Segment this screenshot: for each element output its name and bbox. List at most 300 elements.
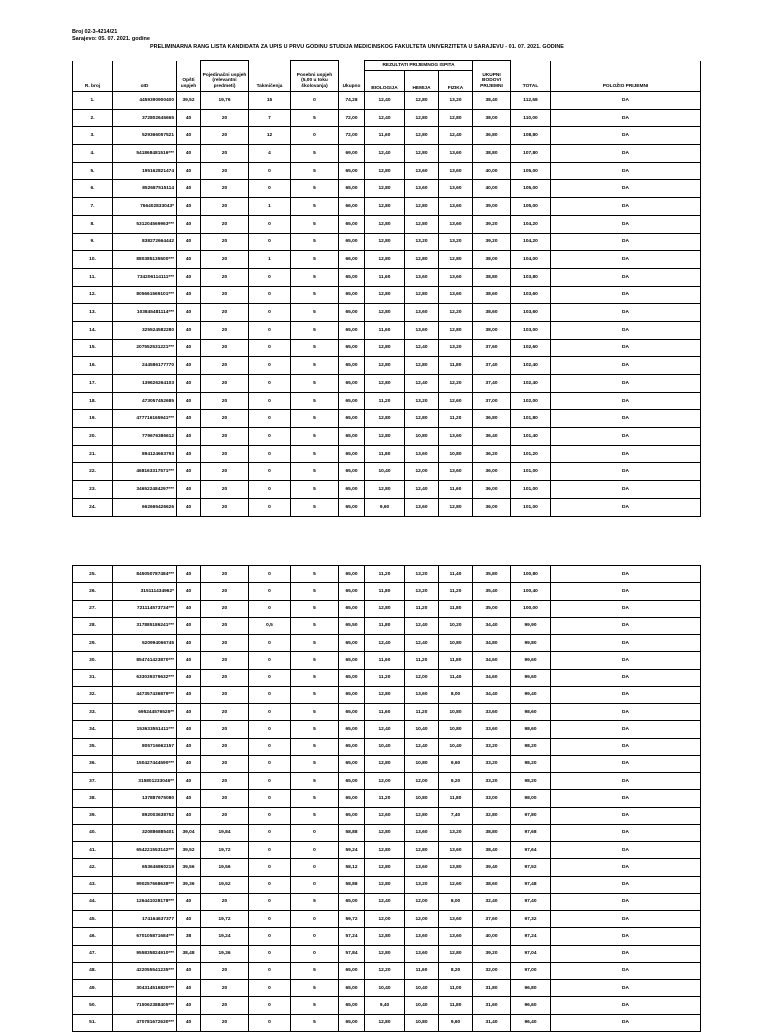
cell-biologija: 12,40 [365, 145, 405, 163]
cell-polozio: DA [551, 566, 701, 583]
cell-oid: 304314516820*** [113, 980, 177, 997]
cell-oid: 317885186241*** [113, 617, 177, 634]
cell-pojedinacni: 20 [201, 704, 249, 721]
cell-biologija: 12,80 [365, 481, 405, 499]
cell-total: 103,60 [511, 304, 551, 322]
cell-rbroj: 33. [73, 704, 113, 721]
cell-hemija: 13,60 [405, 445, 439, 463]
cell-oid: 990257668638*** [113, 876, 177, 893]
table-row [73, 339, 701, 357]
header-takmicenja: Takmičenja [249, 61, 291, 92]
cell-fizika: 13,60 [439, 842, 473, 859]
cell-posebni: 5 [291, 566, 339, 583]
cell-posebni: 5 [291, 755, 339, 772]
cell-hemija: 12,80 [405, 807, 439, 824]
cell-pojedinacni: 19,36 [201, 945, 249, 962]
cell-biologija: 12,20 [365, 962, 405, 979]
cell-pojedinacni: 20 [201, 162, 249, 180]
cell-hemija: 10,80 [405, 428, 439, 446]
cell-bodovi: 37,40 [473, 375, 511, 393]
cell-fizika: 13,20 [439, 339, 473, 357]
cell-opsti: 40 [177, 145, 201, 163]
cell-opsti: 40 [177, 566, 201, 583]
cell-bodovi: 35,00 [473, 600, 511, 617]
cell-oid: 422055541235*** [113, 962, 177, 979]
cell-pojedinacni: 20 [201, 339, 249, 357]
cell-posebni: 5 [291, 198, 339, 216]
cell-pojedinacni: 19,84 [201, 824, 249, 841]
cell-rbroj: 4. [73, 145, 113, 163]
cell-takmicenja: 0 [249, 600, 291, 617]
cell-biologija: 12,80 [365, 180, 405, 198]
cell-oid: 320886885401 [113, 824, 177, 841]
header-opsti-uspjeh: Opšti uspjeh [177, 61, 201, 92]
cell-bodovi: 36,80 [473, 410, 511, 428]
cell-pojedinacni: 20 [201, 357, 249, 375]
cell-hemija: 12,00 [405, 773, 439, 790]
cell-fizika: 13,60 [439, 215, 473, 233]
cell-biologija: 12,40 [365, 893, 405, 910]
cell-ukupno: 65,00 [339, 980, 365, 997]
cell-oid: 531204569963*** [113, 215, 177, 233]
table-row [73, 669, 701, 686]
cell-polozio: DA [551, 790, 701, 807]
cell-fizika: 13,20 [439, 233, 473, 251]
cell-biologija: 11,20 [365, 669, 405, 686]
cell-takmicenja: 0 [249, 286, 291, 304]
cell-fizika: 13,20 [439, 824, 473, 841]
cell-hemija: 10,80 [405, 1014, 439, 1031]
cell-total: 102,00 [511, 392, 551, 410]
cell-takmicenja: 7 [249, 109, 291, 127]
cell-bodovi: 33,00 [473, 790, 511, 807]
cell-opsti: 40 [177, 980, 201, 997]
cell-posebni: 5 [291, 652, 339, 669]
cell-pojedinacni: 20 [201, 251, 249, 269]
cell-fizika: 11,00 [439, 980, 473, 997]
cell-polozio: DA [551, 704, 701, 721]
table-row [73, 109, 701, 127]
cell-biologija: 12,80 [365, 428, 405, 446]
cell-hemija: 13,60 [405, 321, 439, 339]
cell-bodovi: 38,60 [473, 876, 511, 893]
table-row [73, 962, 701, 979]
cell-ukupno: 65,00 [339, 428, 365, 446]
cell-total: 101,40 [511, 428, 551, 446]
cell-hemija: 10,40 [405, 997, 439, 1014]
cell-fizika: 13,60 [439, 428, 473, 446]
cell-biologija: 11,20 [365, 392, 405, 410]
cell-takmicenja: 0 [249, 738, 291, 755]
cell-posebni: 5 [291, 428, 339, 446]
cell-ukupno: 65,00 [339, 215, 365, 233]
cell-pojedinacni: 19,76 [201, 92, 249, 110]
cell-opsti: 40 [177, 321, 201, 339]
cell-polozio: DA [551, 755, 701, 772]
cell-opsti: 40 [177, 893, 201, 910]
cell-oid: 153633551411*** [113, 721, 177, 738]
cell-hemija: 12,40 [405, 375, 439, 393]
cell-pojedinacni: 20 [201, 375, 249, 393]
cell-takmicenja: 0 [249, 980, 291, 997]
cell-opsti: 40 [177, 198, 201, 216]
cell-polozio: DA [551, 321, 701, 339]
cell-posebni: 0 [291, 928, 339, 945]
cell-posebni: 5 [291, 251, 339, 269]
cell-total: 97,48 [511, 876, 551, 893]
cell-oid: 838272664442 [113, 233, 177, 251]
cell-opsti: 40 [177, 911, 201, 928]
cell-rbroj: 41. [73, 842, 113, 859]
cell-fizika: 12,20 [439, 375, 473, 393]
cell-ukupno: 65,00 [339, 339, 365, 357]
cell-fizika: 13,60 [439, 911, 473, 928]
cell-ukupno: 65,00 [339, 1014, 365, 1031]
cell-opsti: 40 [177, 962, 201, 979]
cell-ukupno: 65,50 [339, 617, 365, 634]
cell-posebni: 5 [291, 321, 339, 339]
cell-polozio: DA [551, 268, 701, 286]
cell-hemija: 13,60 [405, 162, 439, 180]
cell-total: 99,60 [511, 652, 551, 669]
cell-ukupno: 59,24 [339, 842, 365, 859]
cell-oid: 150427444590*** [113, 755, 177, 772]
cell-opsti: 40 [177, 997, 201, 1014]
cell-total: 105,00 [511, 198, 551, 216]
header-ukupno: Ukupno [339, 61, 365, 92]
cell-takmicenja: 0 [249, 445, 291, 463]
table-row [73, 445, 701, 463]
cell-hemija: 12,80 [405, 215, 439, 233]
cell-takmicenja: 0 [249, 635, 291, 652]
cell-polozio: DA [551, 463, 701, 481]
cell-bodovi: 31,40 [473, 1014, 511, 1031]
cell-oid: 779676386612 [113, 428, 177, 446]
cell-opsti: 40 [177, 617, 201, 634]
cell-ukupno: 65,00 [339, 463, 365, 481]
cell-opsti: 40 [177, 410, 201, 428]
cell-opsti: 40 [177, 790, 201, 807]
cell-total: 98,60 [511, 721, 551, 738]
cell-biologija: 12,80 [365, 233, 405, 251]
cell-biologija: 12,80 [365, 755, 405, 772]
cell-fizika: 12,80 [439, 109, 473, 127]
cell-fizika: 11,80 [439, 790, 473, 807]
cell-posebni: 5 [291, 498, 339, 516]
cell-hemija: 13,60 [405, 824, 439, 841]
cell-posebni: 5 [291, 481, 339, 499]
cell-hemija: 13,60 [405, 686, 439, 703]
cell-rbroj: 27. [73, 600, 113, 617]
cell-opsti: 40 [177, 583, 201, 600]
table-row [73, 268, 701, 286]
cell-ukupno: 65,00 [339, 669, 365, 686]
cell-hemija: 13,60 [405, 180, 439, 198]
cell-bodovi: 36,00 [473, 463, 511, 481]
cell-total: 104,20 [511, 215, 551, 233]
cell-posebni: 5 [291, 738, 339, 755]
cell-polozio: DA [551, 339, 701, 357]
cell-pojedinacni: 20 [201, 962, 249, 979]
cell-opsti: 38,48 [177, 945, 201, 962]
cell-pojedinacni: 20 [201, 410, 249, 428]
cell-rbroj: 10. [73, 251, 113, 269]
cell-oid: 346522484297*** [113, 481, 177, 499]
table-row [73, 233, 701, 251]
cell-opsti: 39,04 [177, 824, 201, 841]
cell-oid: 541868481516*** [113, 145, 177, 163]
cell-ukupno: 65,00 [339, 445, 365, 463]
cell-pojedinacni: 20 [201, 773, 249, 790]
cell-fizika: 13,60 [439, 198, 473, 216]
cell-pojedinacni: 20 [201, 481, 249, 499]
cell-oid: 662665426626 [113, 498, 177, 516]
cell-bodovi: 38,40 [473, 92, 511, 110]
cell-biologija: 9,60 [365, 498, 405, 516]
table-row [73, 686, 701, 703]
table-row [73, 566, 701, 583]
cell-opsti: 40 [177, 669, 201, 686]
table-row [73, 824, 701, 841]
cell-pojedinacni: 20 [201, 790, 249, 807]
cell-bodovi: 39,20 [473, 233, 511, 251]
cell-rbroj: 43. [73, 876, 113, 893]
cell-biologija: 12,60 [365, 807, 405, 824]
cell-takmicenja: 0 [249, 807, 291, 824]
cell-hemija: 11,20 [405, 600, 439, 617]
cell-opsti: 40 [177, 704, 201, 721]
cell-opsti: 39,36 [177, 876, 201, 893]
cell-pojedinacni: 20 [201, 215, 249, 233]
cell-hemija: 12,00 [405, 463, 439, 481]
cell-hemija: 13,20 [405, 233, 439, 251]
cell-hemija: 13,60 [405, 498, 439, 516]
cell-total: 98,00 [511, 790, 551, 807]
cell-posebni: 0 [291, 911, 339, 928]
cell-takmicenja: 0 [249, 945, 291, 962]
cell-rbroj: 7. [73, 198, 113, 216]
cell-total: 108,80 [511, 127, 551, 145]
cell-pojedinacni: 20 [201, 463, 249, 481]
ranking-table-page-2 [72, 565, 701, 1032]
cell-bodovi: 38,80 [473, 145, 511, 163]
table-row [73, 162, 701, 180]
cell-rbroj: 8. [73, 215, 113, 233]
cell-total: 101,00 [511, 463, 551, 481]
table-row [73, 392, 701, 410]
table-row [73, 1014, 701, 1031]
cell-polozio: DA [551, 928, 701, 945]
cell-ukupno: 65,00 [339, 755, 365, 772]
cell-rbroj: 45. [73, 911, 113, 928]
cell-total: 96,40 [511, 1014, 551, 1031]
cell-ukupno: 65,00 [339, 392, 365, 410]
cell-pojedinacni: 20 [201, 738, 249, 755]
cell-opsti: 40 [177, 738, 201, 755]
cell-total: 97,68 [511, 824, 551, 841]
table-row [73, 428, 701, 446]
ranking-table-page-1 [72, 60, 701, 517]
cell-takmicenja: 0 [249, 686, 291, 703]
table-row [73, 127, 701, 145]
cell-pojedinacni: 20 [201, 600, 249, 617]
cell-takmicenja: 0 [249, 566, 291, 583]
cell-rbroj: 38. [73, 790, 113, 807]
cell-posebni: 5 [291, 392, 339, 410]
cell-rbroj: 29. [73, 635, 113, 652]
cell-biologija: 12,80 [365, 357, 405, 375]
cell-opsti: 40 [177, 357, 201, 375]
cell-oid: 195162821474 [113, 162, 177, 180]
cell-fizika: 12,80 [439, 321, 473, 339]
table-row [73, 997, 701, 1014]
cell-takmicenja: 0 [249, 721, 291, 738]
cell-polozio: DA [551, 304, 701, 322]
cell-biologija: 12,80 [365, 859, 405, 876]
table-row [73, 617, 701, 634]
cell-polozio: DA [551, 1014, 701, 1031]
cell-oid: 892003638752 [113, 807, 177, 824]
cell-hemija: 12,80 [405, 286, 439, 304]
cell-pojedinacni: 20 [201, 198, 249, 216]
cell-posebni: 5 [291, 1014, 339, 1031]
cell-total: 97,24 [511, 928, 551, 945]
cell-oid: 126441028178*** [113, 893, 177, 910]
cell-biologija: 11,60 [365, 704, 405, 721]
cell-rbroj: 47. [73, 945, 113, 962]
cell-fizika: 11,60 [439, 481, 473, 499]
cell-biologija: 11,60 [365, 321, 405, 339]
cell-bodovi: 38,00 [473, 109, 511, 127]
cell-oid: 880385135500*** [113, 251, 177, 269]
cell-ukupno: 65,00 [339, 893, 365, 910]
header-oid: oID [113, 61, 177, 92]
cell-polozio: DA [551, 876, 701, 893]
cell-posebni: 0 [291, 859, 339, 876]
cell-fizika: 10,80 [439, 635, 473, 652]
cell-pojedinacni: 20 [201, 392, 249, 410]
cell-fizika: 11,40 [439, 669, 473, 686]
cell-total: 104,20 [511, 233, 551, 251]
cell-bodovi: 34,60 [473, 669, 511, 686]
cell-oid: 955835824910*** [113, 945, 177, 962]
table-row [73, 859, 701, 876]
cell-hemija: 12,40 [405, 617, 439, 634]
cell-posebni: 5 [291, 962, 339, 979]
cell-ukupno: 72,00 [339, 127, 365, 145]
cell-total: 103,60 [511, 286, 551, 304]
cell-total: 99,60 [511, 669, 551, 686]
cell-pojedinacni: 20 [201, 268, 249, 286]
cell-total: 97,32 [511, 911, 551, 928]
cell-oid: 174164637377 [113, 911, 177, 928]
cell-oid: 805716662157 [113, 738, 177, 755]
cell-bodovi: 33,60 [473, 721, 511, 738]
cell-pojedinacni: 20 [201, 721, 249, 738]
cell-total: 97,04 [511, 945, 551, 962]
table-row [73, 375, 701, 393]
cell-opsti: 39,52 [177, 842, 201, 859]
cell-rbroj: 50. [73, 997, 113, 1014]
cell-polozio: DA [551, 893, 701, 910]
cell-hemija: 12,00 [405, 911, 439, 928]
cell-posebni: 0 [291, 842, 339, 859]
cell-total: 97,52 [511, 859, 551, 876]
cell-pojedinacni: 20 [201, 980, 249, 997]
cell-fizika: 13,60 [439, 268, 473, 286]
cell-posebni: 0 [291, 127, 339, 145]
cell-rbroj: 24. [73, 498, 113, 516]
cell-ukupno: 57,24 [339, 928, 365, 945]
cell-pojedinacni: 20 [201, 669, 249, 686]
cell-biologija: 10,40 [365, 738, 405, 755]
cell-oid: 244586177770 [113, 357, 177, 375]
cell-pojedinacni: 20 [201, 286, 249, 304]
table-row [73, 790, 701, 807]
cell-ukupno: 69,00 [339, 145, 365, 163]
cell-opsti: 40 [177, 463, 201, 481]
cell-posebni: 5 [291, 893, 339, 910]
cell-pojedinacni: 20 [201, 498, 249, 516]
cell-hemija: 13,20 [405, 566, 439, 583]
table-row [73, 304, 701, 322]
cell-total: 98,20 [511, 738, 551, 755]
cell-pojedinacni: 20 [201, 180, 249, 198]
cell-biologija: 11,60 [365, 127, 405, 145]
cell-polozio: DA [551, 92, 701, 110]
cell-biologija: 10,40 [365, 463, 405, 481]
cell-rbroj: 12. [73, 286, 113, 304]
cell-hemija: 12,00 [405, 893, 439, 910]
table-row [73, 251, 701, 269]
cell-takmicenja: 0 [249, 790, 291, 807]
cell-biologija: 12,80 [365, 410, 405, 428]
cell-pojedinacni: 20 [201, 233, 249, 251]
cell-polozio: DA [551, 686, 701, 703]
cell-posebni: 0 [291, 824, 339, 841]
cell-polozio: DA [551, 109, 701, 127]
cell-opsti: 40 [177, 109, 201, 127]
cell-pojedinacni: 20 [201, 652, 249, 669]
cell-oid: 4459390900400 [113, 92, 177, 110]
cell-ukupno: 72,00 [339, 109, 365, 127]
header-polozio: POLOŽIO PRIJEMNI [551, 61, 701, 92]
cell-ukupno: 65,00 [339, 686, 365, 703]
cell-ukupno: 65,00 [339, 162, 365, 180]
table-row [73, 911, 701, 928]
cell-polozio: DA [551, 945, 701, 962]
cell-fizika: 12,40 [439, 127, 473, 145]
cell-takmicenja: 0 [249, 180, 291, 198]
table-row [73, 738, 701, 755]
cell-total: 97,00 [511, 962, 551, 979]
cell-oid: 473057452685 [113, 392, 177, 410]
cell-posebni: 5 [291, 980, 339, 997]
cell-bodovi: 39,20 [473, 215, 511, 233]
cell-bodovi: 33,20 [473, 773, 511, 790]
cell-fizika: 13,60 [439, 286, 473, 304]
cell-opsti: 40 [177, 755, 201, 772]
cell-oid: 766402833043* [113, 198, 177, 216]
cell-posebni: 5 [291, 807, 339, 824]
table-row [73, 600, 701, 617]
cell-polozio: DA [551, 445, 701, 463]
cell-bodovi: 39,20 [473, 945, 511, 962]
cell-total: 99,80 [511, 635, 551, 652]
cell-bodovi: 36,80 [473, 127, 511, 145]
cell-polozio: DA [551, 669, 701, 686]
cell-pojedinacni: 20 [201, 445, 249, 463]
